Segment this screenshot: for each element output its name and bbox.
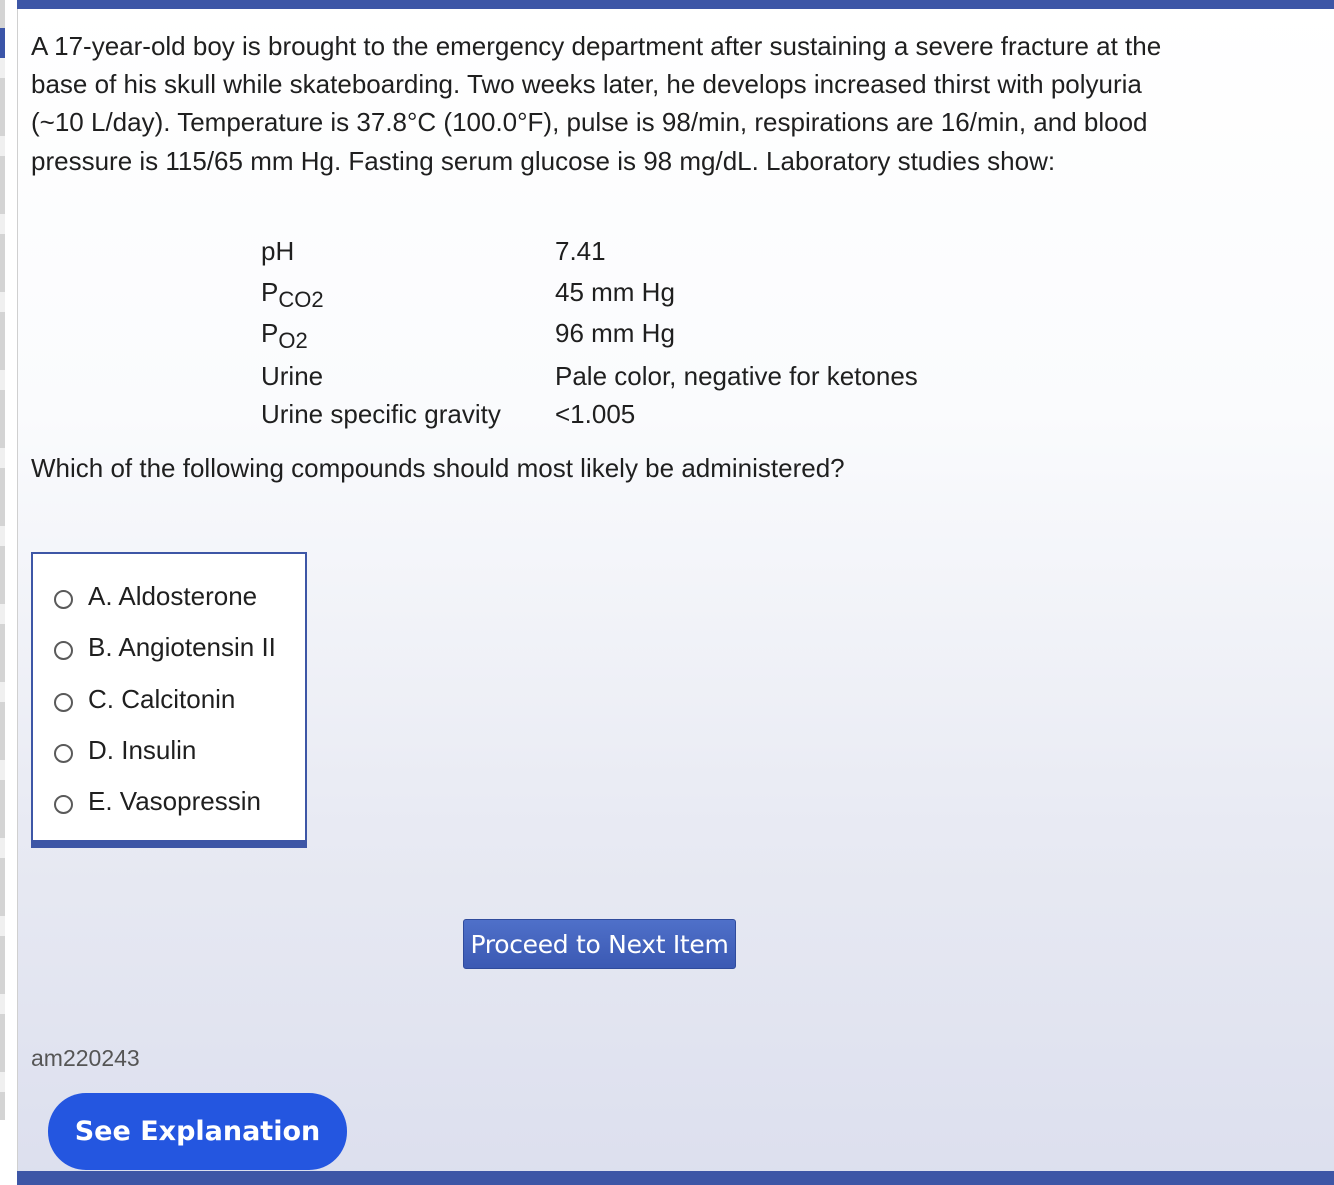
see-explanation-button[interactable]: See Explanation <box>48 1093 347 1170</box>
lab-row-pco2 <box>261 277 961 318</box>
lab-row-urine <box>261 361 961 399</box>
lab-results-table <box>261 236 961 440</box>
bottom-accent-bar <box>17 1171 1334 1185</box>
answer-choice-c[interactable] <box>54 679 235 719</box>
choice-label: E. Vasopressin <box>88 785 261 816</box>
proceed-next-item-button[interactable]: Proceed to Next Item <box>463 919 736 969</box>
left-rail-marker <box>0 28 5 58</box>
radio-button[interactable] <box>54 641 73 660</box>
lab-name: $P_{CO2}$ <box>261 277 324 312</box>
lab-value: Pale color, negative for ketones <box>555 361 918 391</box>
lab-name: Urine <box>261 361 324 391</box>
question-stem: A 17-year-old boy is brought to the emergency department after sustaining a severe fracture at the base of his skull while skateboarding. Two weeks later, he develops increased thirst with polyuria (~10 L/day). Temperature is 37.8°C (100.0°F), pulse is 98/min, respirations are 16/min, and blood pressure is 115/65 mm Hg. Fasting serum glucose is 98 mg/dL. Laboratory studies show: <box>31 31 1162 176</box>
radio-button[interactable] <box>54 693 73 712</box>
lab-row-urine-specific-gravity <box>261 399 961 440</box>
choice-label: B. Angiotensin II <box>88 631 276 662</box>
radio-button[interactable] <box>54 744 73 763</box>
lab-name: Urine specific gravity <box>261 399 501 429</box>
lab-name: pH <box>261 236 295 266</box>
answer-choice-d[interactable] <box>54 730 196 770</box>
answer-choices <box>31 552 307 848</box>
question-prompt: Which of the following compounds should most likely be administered? <box>31 453 845 483</box>
lab-value: 45 mm Hg <box>555 277 675 307</box>
radio-button[interactable] <box>54 590 73 609</box>
choice-label: C. Calcitonin <box>88 683 236 714</box>
answer-choice-e[interactable] <box>54 781 261 821</box>
lab-value: 96 mm Hg <box>555 318 675 348</box>
item-id: am220243 <box>31 1045 140 1071</box>
top-accent-bar <box>17 0 1334 9</box>
choice-label: A. Aldosterone <box>88 580 258 611</box>
answer-choice-a[interactable] <box>54 576 257 616</box>
lab-row-po2 <box>261 318 961 361</box>
radio-button[interactable] <box>54 795 73 814</box>
answer-choice-b[interactable] <box>54 627 276 667</box>
lab-name: $P_{O2}$ <box>261 318 308 353</box>
lab-value: <1.005 <box>555 399 636 429</box>
left-rail <box>0 0 5 1120</box>
choice-label: D. Insulin <box>88 734 197 765</box>
lab-row-ph <box>261 236 961 277</box>
lab-value: 7.41 <box>555 236 606 266</box>
